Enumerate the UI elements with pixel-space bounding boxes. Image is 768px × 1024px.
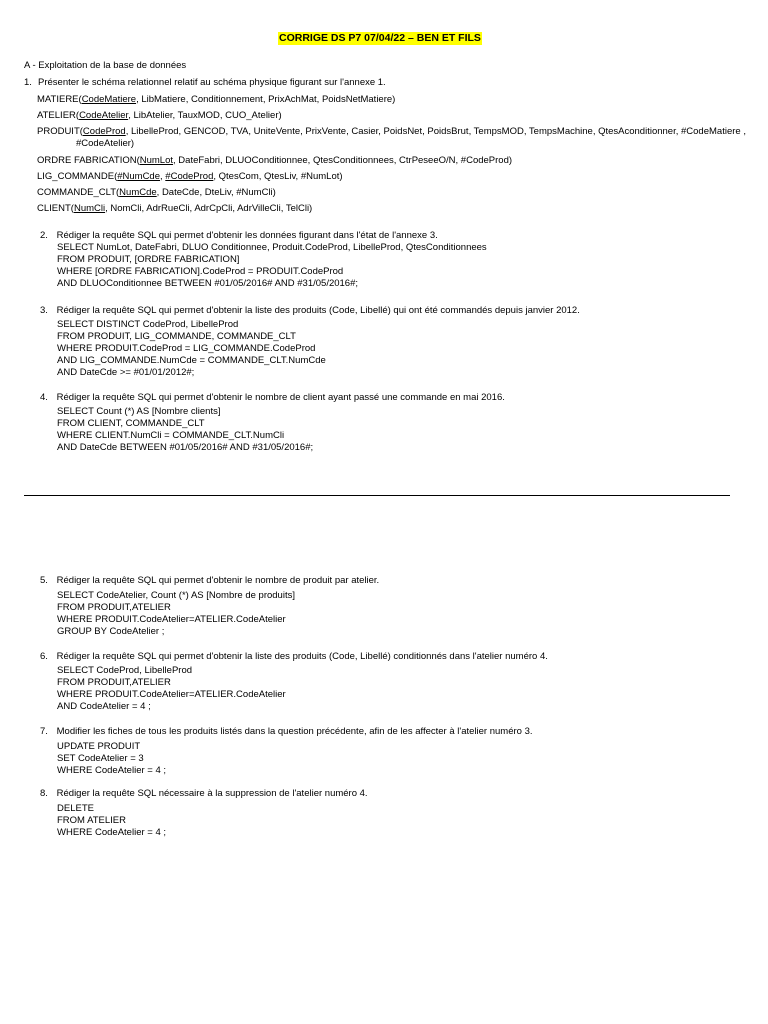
question-number: 4. bbox=[40, 392, 48, 403]
question-8 bbox=[40, 788, 368, 839]
question-number: 8. bbox=[40, 788, 48, 799]
question-number: 5. bbox=[40, 575, 48, 586]
question-text: Présenter le schéma relationnel relatif au schéma physique figurant sur l'annexe 1. bbox=[38, 77, 386, 88]
question-number: 1. bbox=[24, 77, 32, 88]
schema-produit-continued: #CodeAtelier) bbox=[76, 138, 135, 149]
schema-lig-commande: LIG_COMMANDE(#NumCde, #CodeProd, QtesCom, QtesLiv, #NumLot) bbox=[37, 171, 343, 182]
schema-matiere: MATIERE(CodeMatiere, LibMatiere, Conditionnement, PrixAchMat, PoidsNetMatiere) bbox=[37, 94, 396, 105]
sql-code: SELECT CodeProd, LibelleProd FROM PRODUIT,ATELIER WHERE PRODUIT.CodeAtelier=ATELIER.CodeAtelier AND CodeAtelier = 4 ; bbox=[57, 665, 286, 712]
question-text: Rédiger la requête SQL qui permet d'obtenir la liste des produits (Code, Libellé) conditionnés dans l'atelier numéro 4. bbox=[56, 651, 548, 662]
sql-code: SELECT DISTINCT CodeProd, LibelleProd FROM PRODUIT, LIG_COMMANDE, COMMANDE_CLT WHERE PRODUIT.CodeProd = LIG_COMMANDE.CodeProd AND LIG_COMMANDE.NumCde = COMMANDE_CLT.NumCde AND DateCde >= #01/01/2012#; bbox=[57, 319, 326, 378]
schema-produit: PRODUIT(CodeProd, LibelleProd, GENCOD, TVA, UniteVente, PrixVente, Casier, PoidsNet, PoidsBrut, TempsMOD, TempsMachine, QtesAconditionner, #CodeMatiere , bbox=[37, 126, 746, 137]
sql-code: SELECT NumLot, DateFabri, DLUO Conditionnee, Produit.CodeProd, LibelleProd, QtesConditionnees FROM PRODUIT, [ORDRE FABRICATION] WHERE [ORDRE FABRICATION].CodeProd = PRODUIT.CodeProd AND DLUOConditionnee BETWEEN #01/05/2016# AND #31/05/2016#; bbox=[57, 242, 487, 289]
schema-atelier: ATELIER(CodeAtelier, LibAtelier, TauxMOD, CUO_Atelier) bbox=[37, 110, 282, 121]
question-1 bbox=[24, 77, 386, 89]
document-title: CORRIGE DS P7 07/04/22 – BEN ET FILS bbox=[279, 32, 481, 44]
question-2 bbox=[40, 230, 487, 290]
question-7 bbox=[40, 726, 533, 777]
section-heading: A - Exploitation de la base de données bbox=[24, 60, 187, 71]
question-number: 7. bbox=[40, 726, 48, 737]
schema-ordre-fabrication: ORDRE FABRICATION(NumLot, DateFabri, DLUOConditionnee, QtesConditionnees, CtrPeseeO/N, #CodeProd) bbox=[37, 155, 513, 166]
question-text: Modifier les fiches de tous les produits listés dans la question précédente, afin de les affecter à l'atelier numéro 3. bbox=[56, 726, 533, 737]
question-3 bbox=[40, 305, 580, 379]
question-6 bbox=[40, 651, 548, 713]
question-text: Rédiger la requête SQL qui permet d'obtenir le nombre de produit par atelier. bbox=[56, 575, 380, 586]
question-4 bbox=[40, 392, 505, 454]
question-text: Rédiger la requête SQL qui permet d'obtenir les données figurant dans l'état de l'annexe 3. bbox=[56, 230, 438, 241]
question-text: Rédiger la requête SQL nécessaire à la suppression de l'atelier numéro 4. bbox=[56, 788, 368, 799]
question-number: 3. bbox=[40, 305, 48, 316]
question-5 bbox=[40, 575, 379, 638]
schema-commande-clt: COMMANDE_CLT(NumCde, DateCde, DteLiv, #NumCli) bbox=[37, 187, 276, 198]
question-text: Rédiger la requête SQL qui permet d'obtenir la liste des produits (Code, Libellé) qui ont été commandés depuis janvier 2012. bbox=[56, 305, 580, 316]
question-number: 6. bbox=[40, 651, 48, 662]
page-divider bbox=[24, 495, 730, 496]
sql-code: SELECT Count (*) AS [Nombre clients] FROM CLIENT, COMMANDE_CLT WHERE CLIENT.NumCli = COMMANDE_CLT.NumCli AND DateCde BETWEEN #01/05/2016# AND #31/05/2016#; bbox=[57, 406, 314, 453]
sql-code: SELECT CodeAtelier, Count (*) AS [Nombre de produits] FROM PRODUIT,ATELIER WHERE PRODUIT.CodeAtelier=ATELIER.CodeAtelier GROUP BY CodeAtelier ; bbox=[57, 590, 295, 637]
schema-client: CLIENT(NumCli, NomCli, AdrRueCli, AdrCpCli, AdrVilleCli, TelCli) bbox=[37, 203, 313, 214]
sql-code: DELETE FROM ATELIER WHERE CodeAtelier = 4 ; bbox=[57, 803, 167, 838]
question-text: Rédiger la requête SQL qui permet d'obtenir le nombre de client ayant passé une commande en mai 2016. bbox=[56, 392, 505, 403]
sql-code: UPDATE PRODUIT SET CodeAtelier = 3 WHERE CodeAtelier = 4 ; bbox=[57, 741, 167, 776]
question-number: 2. bbox=[40, 230, 48, 241]
